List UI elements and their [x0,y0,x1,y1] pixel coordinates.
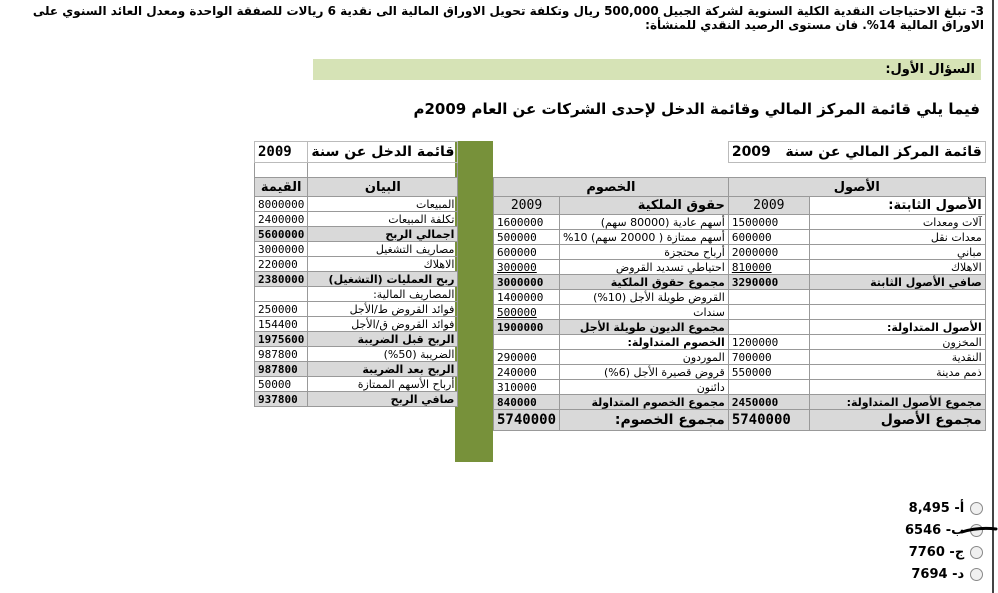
asset-value: 2450000 [728,395,809,410]
radio-button[interactable] [970,502,983,515]
income-row [255,302,458,317]
liab-label: الخصوم المتداولة: [560,335,729,350]
asset-value: 550000 [728,365,809,380]
liab-value: 600000 [494,245,560,260]
income-value: 50000 [255,377,308,392]
asset-label [809,290,985,305]
assets-year-label: 2009 [728,197,809,215]
income-statement-table [254,141,458,407]
income-value: 3000000 [255,242,308,257]
income-value: 8000000 [255,197,308,212]
radio-button[interactable] [970,546,983,559]
income-value: 250000 [255,302,308,317]
balance-title [728,142,985,163]
income-value: 987800 [255,362,308,377]
balance-title-text: قائمة المركز المالي عن سنة [785,144,982,160]
income-row [255,377,458,392]
liab-label: أسهم عادية (80000 سهم) [560,215,729,230]
asset-label: المخزون [809,335,985,350]
income-label: مصاريف التشغيل [308,242,458,257]
pen-mark [960,523,998,537]
answer-option[interactable] [905,541,983,563]
answer-option[interactable] [905,497,983,519]
income-label: صافي الربح [308,392,458,407]
liab-label: قروض قصيرة الأجل (6%) [560,365,729,380]
answer-letter: أ- [954,500,965,516]
liab-label: مجموع حقوق الملكية [560,275,729,290]
asset-label: الاهلاك [809,260,985,275]
asset-label [809,380,985,395]
asset-label: مجموع الأصول المتداولة: [809,395,985,410]
income-label: المصاريف المالية: [308,287,458,302]
income-value: 937800 [255,392,308,407]
income-row [255,227,458,242]
income-label: اجمالي الربح [308,227,458,242]
balance-row [494,290,986,305]
income-label: ربح العمليات (التشغيل) [308,272,458,287]
asset-value: 700000 [728,350,809,365]
asset-label: آلات ومعدات [809,215,985,230]
total-assets-label: مجموع الأصول [809,410,985,431]
balance-row [494,350,986,365]
liab-value: 840000 [494,395,560,410]
income-value [255,287,308,302]
asset-value: 810000 [728,260,809,275]
balance-row [494,380,986,395]
asset-value: 600000 [728,230,809,245]
answer-value: 7760 [908,544,945,560]
balance-row [494,320,986,335]
income-row [255,272,458,287]
income-row [255,347,458,362]
liab-label: سندات [560,305,729,320]
answer-value: 7694 [911,566,948,582]
income-row [255,197,458,212]
liab-label: أرباح محتجزة [560,245,729,260]
answer-value: 6546 [905,522,942,538]
balance-row [494,245,986,260]
liab-label: القروض طويلة الأجل (10%) [560,290,729,305]
asset-value: 1500000 [728,215,809,230]
question-text: 3- تبلغ الاحتياجات النقدية الكلية السنوية لشركة الجبيل 500,000 ريال وتكلفة تحويل الاوراق المالية الى نقدية 6 ريالات للصفقة الواحدة ومعدل العائد السنوي على الاوراق المالية 14%. فان مستوى الرصيد النقدي للمنشأة: [32,4,984,32]
income-label: الاهلاك [308,257,458,272]
answer-letter: ب- [945,522,965,538]
liab-header: الخصوم [494,178,729,197]
liab-value: 240000 [494,365,560,380]
income-label: أرباح الأسهم الممتازة [308,377,458,392]
income-label: المبيعات [308,197,458,212]
asset-value [728,305,809,320]
answer-options [905,497,983,585]
income-label: الضريبة (50%) [308,347,458,362]
income-row [255,242,458,257]
balance-row [494,335,986,350]
income-label: فوائد القروض ق/الأجل [308,317,458,332]
income-value: 987800 [255,347,308,362]
income-value: 2380000 [255,272,308,287]
liab-value: 300000 [494,260,560,275]
income-value: 154400 [255,317,308,332]
liab-label: مجموع الديون طويلة الأجل [560,320,729,335]
income-label: الربح قبل الضريبة [308,332,458,347]
asset-value: 2000000 [728,245,809,260]
separator-column [455,141,493,462]
radio-button[interactable] [970,568,983,581]
liab-label: احتياطي تسديد القروض [560,260,729,275]
liab-value: 3000000 [494,275,560,290]
balance-row [494,365,986,380]
balance-row [494,230,986,245]
balance-year: 2009 [731,144,771,160]
total-assets-value: 5740000 [728,410,809,431]
answer-letter: د- [952,566,965,582]
income-year: 2009 [255,142,308,163]
income-value: 2400000 [255,212,308,227]
asset-value [728,290,809,305]
liab-value: 310000 [494,380,560,395]
liab-label: دائنون [560,380,729,395]
liab-value: 290000 [494,350,560,365]
balance-row [494,260,986,275]
fixed-assets-label: الأصول الثابتة: [809,197,985,215]
asset-label: مباني [809,245,985,260]
asset-label: صافي الأصول الثابتة [809,275,985,290]
answer-letter: ج- [949,544,965,560]
income-row [255,257,458,272]
liab-value [494,335,560,350]
asset-value: 1200000 [728,335,809,350]
asset-value [728,320,809,335]
section-title: السؤال الأول: [313,59,981,80]
liab-label: مجموع الخصوم المتداولة [560,395,729,410]
income-label: فوائد القروض ط/الأجل [308,302,458,317]
liab-value: 1900000 [494,320,560,335]
liab-label: الموردون [560,350,729,365]
income-row [255,212,458,227]
answer-option[interactable] [905,563,983,585]
income-row [255,392,458,407]
income-value: 1975600 [255,332,308,347]
col-value-header: القيمة [255,178,308,197]
balance-sheet-table [493,141,986,431]
balance-row [494,305,986,320]
asset-label [809,305,985,320]
assets-header: الأصول [728,178,985,197]
income-title: قائمة الدخل عن سنة [308,142,458,163]
answer-value: 8,495 [908,500,950,516]
balance-row [494,275,986,290]
asset-label: معدات نقل [809,230,985,245]
liab-value: 1400000 [494,290,560,305]
asset-label: ذمم مدينة [809,365,985,380]
income-row [255,332,458,347]
balance-row [494,215,986,230]
asset-label: النقدية [809,350,985,365]
asset-label: الأصول المتداولة: [809,320,985,335]
liab-value: 1600000 [494,215,560,230]
balance-row [494,395,986,410]
liab-value: 500000 [494,305,560,320]
income-row [255,362,458,377]
asset-value [728,380,809,395]
income-value: 5600000 [255,227,308,242]
total-liab-label: مجموع الخصوم: [560,410,729,431]
income-label: تكلفة المبيعات [308,212,458,227]
income-row [255,287,458,302]
asset-value: 3290000 [728,275,809,290]
liab-value: 500000 [494,230,560,245]
total-liab-value: 5740000 [494,410,560,431]
liab-label: أسهم ممتازة ( 20000 سهم) 10% [560,230,729,245]
income-value: 220000 [255,257,308,272]
liab-year-label: 2009 [494,197,560,215]
income-label: الربح بعد الضريبة [308,362,458,377]
income-row [255,317,458,332]
col-desc-header: البيان [308,178,458,197]
equity-label: حقوق الملكية [560,197,729,215]
intro-text: فيما يلي قائمة المركز المالي وقائمة الدخل لإحدى الشركات عن العام 2009م [413,100,980,118]
